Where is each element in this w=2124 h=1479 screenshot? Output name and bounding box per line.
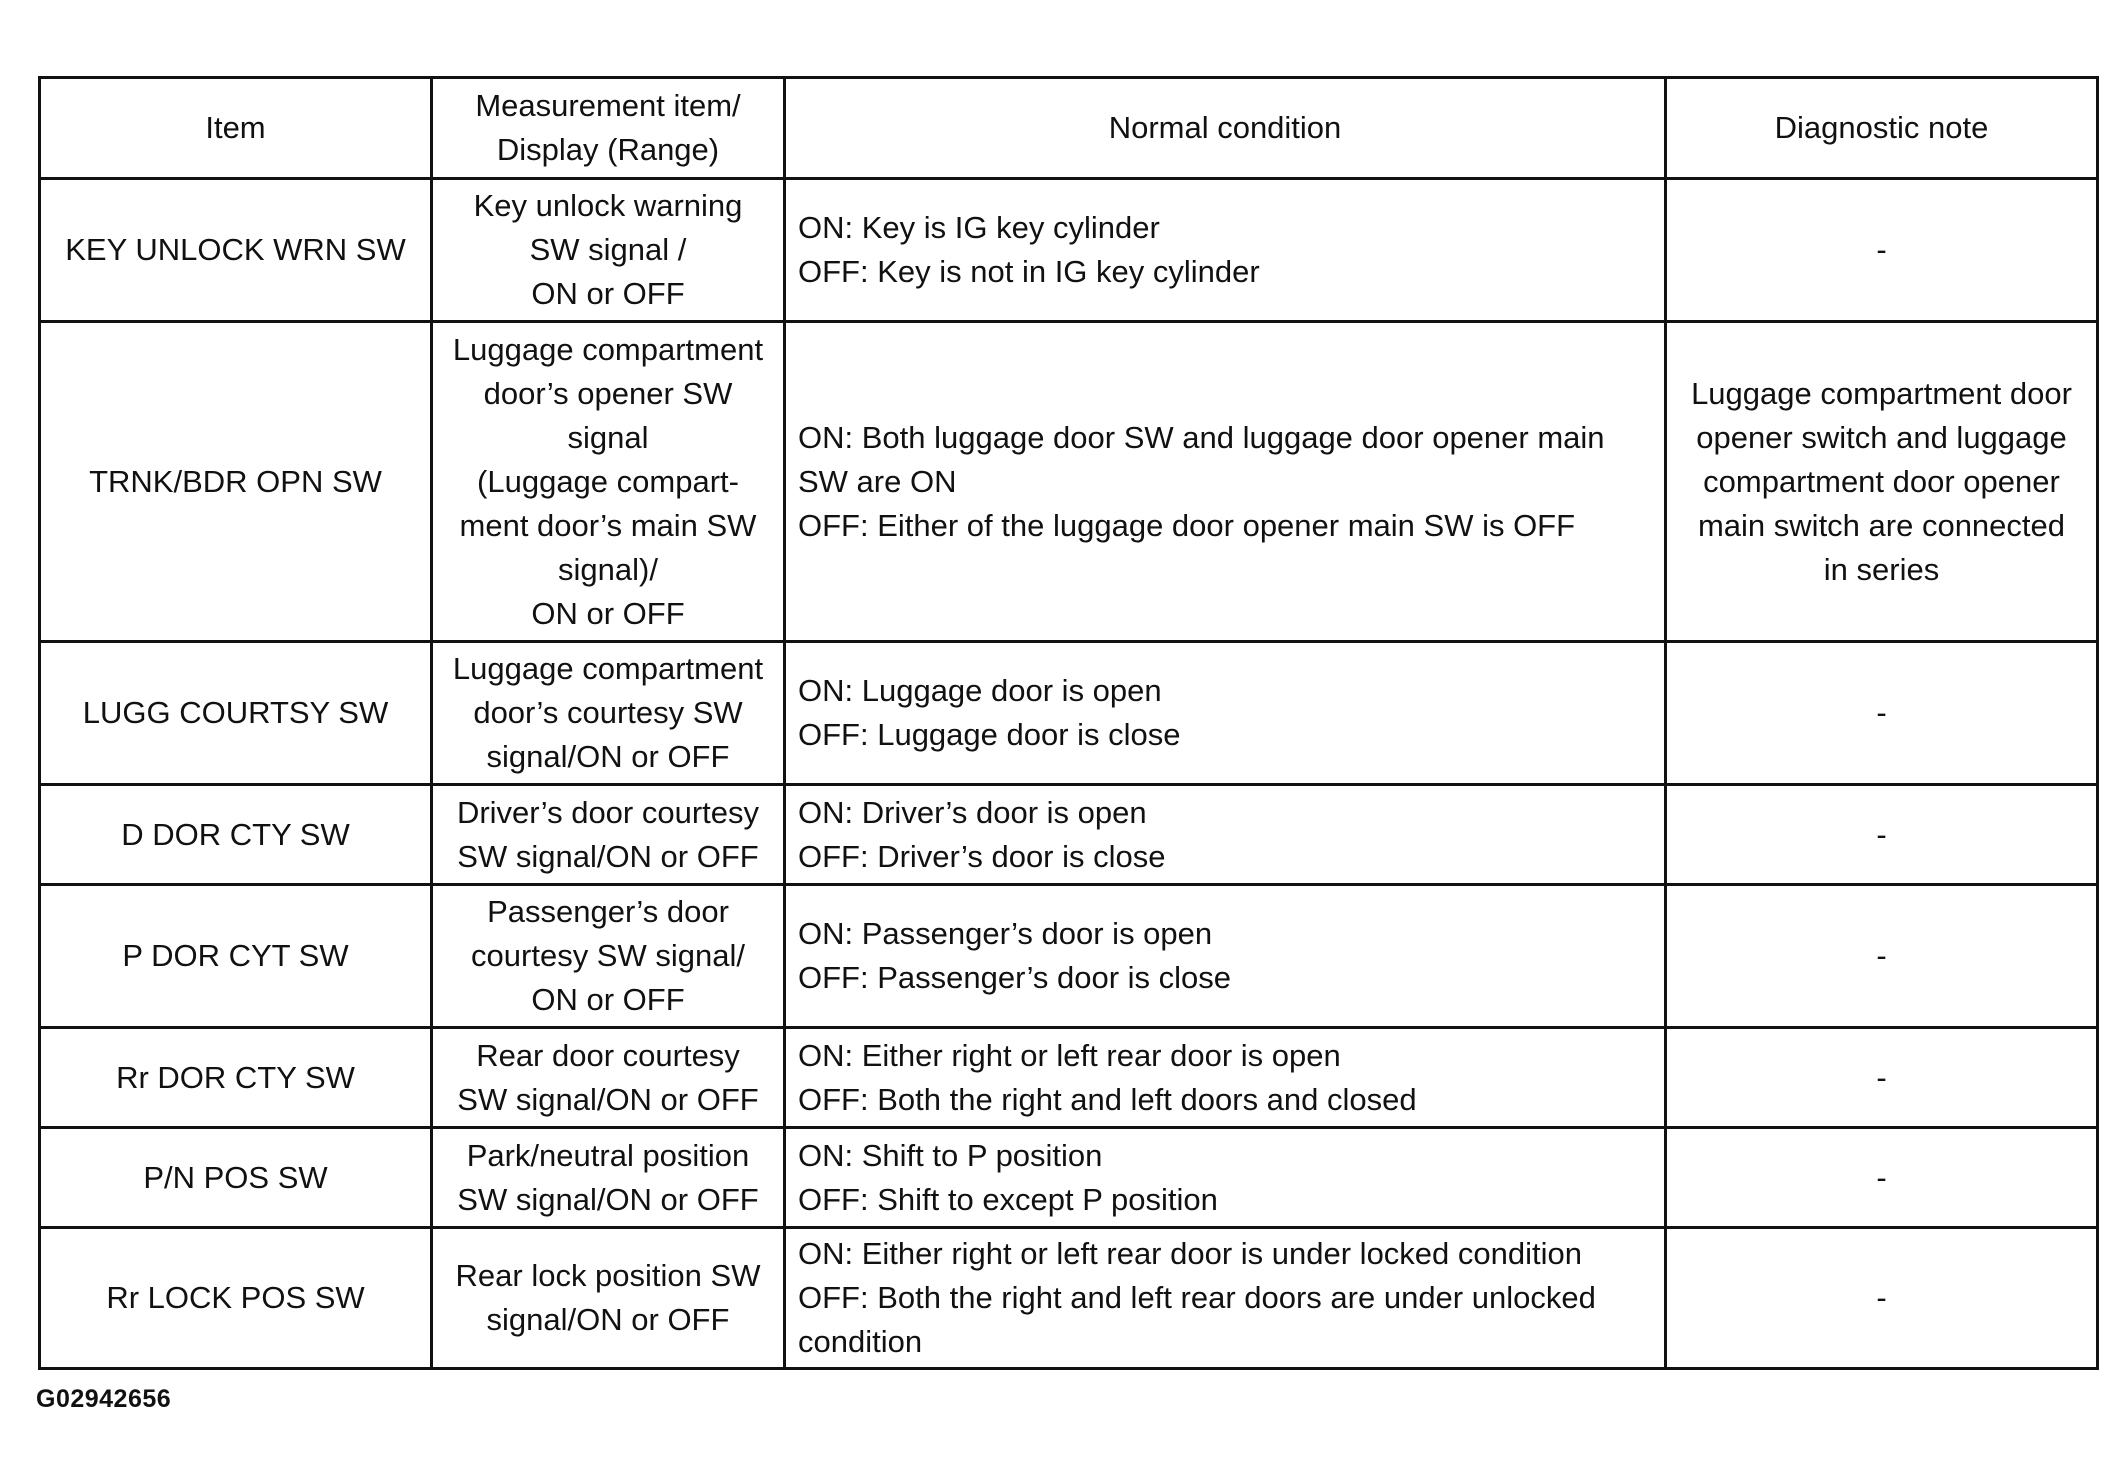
data-monitor-table bbox=[38, 76, 2099, 1370]
header-measurement-line-1: Measurement item/ bbox=[475, 88, 741, 123]
cell-measurement-line: courtesy SW signal/ bbox=[471, 938, 745, 973]
cell-item: Rr LOCK POS SW bbox=[40, 1228, 432, 1369]
cell-normal-condition-line: OFF: Passenger’s door is close bbox=[798, 960, 1232, 995]
table-row bbox=[40, 179, 2098, 322]
cell-diagnostic-note-line: - bbox=[1876, 232, 1887, 267]
cell-measurement-line: Rear lock position SW bbox=[455, 1258, 761, 1293]
cell-normal-condition-line: OFF: Driver’s door is close bbox=[798, 838, 1166, 874]
cell-measurement-line: ON or OFF bbox=[531, 982, 685, 1017]
cell-diagnostic-note bbox=[1666, 642, 2098, 785]
header-diagnostic-note bbox=[1666, 78, 2098, 179]
cell-normal-condition-line: SW are ON bbox=[798, 463, 957, 499]
cell-measurement-line: ment door’s main SW bbox=[459, 507, 757, 543]
header-item-label: Item bbox=[205, 110, 266, 145]
cell-diagnostic-note bbox=[1666, 1128, 2098, 1228]
cell-diagnostic-note bbox=[1666, 322, 2098, 642]
table-row bbox=[40, 642, 2098, 785]
cell-normal-condition bbox=[785, 642, 1666, 785]
header-row bbox=[40, 78, 2098, 179]
cell-measurement bbox=[432, 885, 785, 1028]
header-item bbox=[40, 78, 432, 179]
cell-normal-condition-line: OFF: Both the right and left rear doors are under unlocked bbox=[798, 1280, 1596, 1315]
cell-diagnostic-note bbox=[1666, 885, 2098, 1028]
cell-measurement-line: door’s courtesy SW bbox=[473, 695, 743, 730]
header-measurement-line-2: Display (Range) bbox=[496, 132, 720, 167]
cell-item: Rr DOR CTY SW bbox=[40, 1028, 432, 1128]
cell-normal-condition-line: OFF: Shift to except P position bbox=[798, 1181, 1218, 1217]
cell-measurement-line: ON or OFF bbox=[531, 276, 685, 311]
cell-measurement-line: SW signal/ON or OFF bbox=[457, 1081, 759, 1117]
cell-normal-condition bbox=[785, 1228, 1666, 1369]
cell-normal-condition bbox=[785, 885, 1666, 1028]
cell-diagnostic-note-line: - bbox=[1876, 1059, 1887, 1095]
cell-measurement-line: Driver’s door courtesy bbox=[456, 794, 760, 830]
cell-measurement-line: Luggage compartment bbox=[452, 651, 764, 686]
cell-normal-condition-line: ON: Either right or left rear door is open bbox=[798, 1037, 1341, 1073]
cell-measurement-line: SW signal/ON or OFF bbox=[457, 1181, 759, 1217]
cell-measurement bbox=[432, 642, 785, 785]
cell-diagnostic-note-line: - bbox=[1876, 816, 1887, 852]
table-row bbox=[40, 1028, 2098, 1128]
cell-normal-condition bbox=[785, 322, 1666, 642]
cell-measurement bbox=[432, 179, 785, 322]
cell-measurement bbox=[432, 1028, 785, 1128]
cell-measurement-line: signal bbox=[567, 419, 649, 455]
cell-measurement-line: Luggage compartment bbox=[452, 331, 764, 367]
cell-diagnostic-note-line: compartment door opener bbox=[1703, 463, 2060, 499]
cell-measurement-line: signal)/ bbox=[558, 551, 658, 587]
cell-measurement-line: SW signal / bbox=[529, 232, 687, 267]
cell-item: P/N POS SW bbox=[40, 1128, 432, 1228]
cell-diagnostic-note-line: in series bbox=[1823, 551, 1940, 587]
cell-measurement-line: signal/ON or OFF bbox=[486, 1302, 730, 1337]
cell-diagnostic-note bbox=[1666, 785, 2098, 885]
cell-measurement-line: SW signal/ON or OFF bbox=[457, 838, 759, 874]
cell-measurement-line: Passenger’s door bbox=[487, 894, 729, 929]
cell-diagnostic-note-line: main switch are connected bbox=[1697, 507, 2066, 543]
cell-item: P DOR CYT SW bbox=[40, 885, 432, 1028]
cell-normal-condition-line: OFF: Luggage door is close bbox=[798, 717, 1181, 752]
table-row bbox=[40, 885, 2098, 1028]
cell-item: LUGG COURTSY SW bbox=[40, 642, 432, 785]
cell-normal-condition-line: ON: Shift to P position bbox=[798, 1137, 1103, 1173]
cell-normal-condition-line: ON: Either right or left rear door is under locked condition bbox=[798, 1236, 1582, 1271]
table-row bbox=[40, 785, 2098, 885]
cell-measurement bbox=[432, 785, 785, 885]
cell-normal-condition bbox=[785, 785, 1666, 885]
cell-measurement-line: (Luggage compart- bbox=[477, 463, 739, 499]
cell-diagnostic-note-line: - bbox=[1876, 938, 1887, 973]
cell-item: KEY UNLOCK WRN SW bbox=[40, 179, 432, 322]
cell-item: TRNK/BDR OPN SW bbox=[40, 322, 432, 642]
cell-normal-condition-line: OFF: Both the right and left doors and closed bbox=[798, 1081, 1417, 1117]
cell-diagnostic-note-line: Luggage compartment door bbox=[1691, 375, 2072, 411]
cell-measurement-line: Rear door courtesy bbox=[476, 1037, 740, 1073]
cell-normal-condition-line: ON: Driver’s door is open bbox=[798, 794, 1147, 830]
figure-id: G02942656 bbox=[36, 1385, 172, 1413]
cell-measurement-line: ON or OFF bbox=[531, 595, 685, 631]
header-normal-label: Normal condition bbox=[1108, 110, 1342, 145]
cell-normal-condition-line: OFF: Either of the luggage door opener main SW is OFF bbox=[798, 507, 1576, 543]
cell-diagnostic-note bbox=[1666, 179, 2098, 322]
cell-diagnostic-note bbox=[1666, 1028, 2098, 1128]
cell-measurement-line: Key unlock warning bbox=[473, 188, 743, 223]
cell-item: D DOR CTY SW bbox=[40, 785, 432, 885]
cell-diagnostic-note bbox=[1666, 1228, 2098, 1369]
cell-normal-condition-line: OFF: Key is not in IG key cylinder bbox=[798, 254, 1260, 289]
cell-measurement bbox=[432, 1128, 785, 1228]
cell-normal-condition bbox=[785, 1128, 1666, 1228]
cell-normal-condition bbox=[785, 1028, 1666, 1128]
cell-diagnostic-note-line: - bbox=[1876, 1280, 1887, 1315]
cell-normal-condition-line: ON: Luggage door is open bbox=[798, 673, 1162, 708]
cell-measurement bbox=[432, 322, 785, 642]
cell-measurement bbox=[432, 1228, 785, 1369]
cell-diagnostic-note-line: - bbox=[1876, 695, 1887, 730]
cell-measurement-line: door’s opener SW bbox=[483, 375, 733, 411]
cell-diagnostic-note-line: - bbox=[1876, 1159, 1887, 1195]
cell-normal-condition-line: condition bbox=[798, 1324, 923, 1359]
cell-normal-condition-line: ON: Both luggage door SW and luggage door opener main bbox=[798, 419, 1605, 455]
header-measurement bbox=[432, 78, 785, 179]
cell-diagnostic-note-line: opener switch and luggage bbox=[1696, 419, 2067, 455]
cell-measurement-line: signal/ON or OFF bbox=[486, 739, 730, 774]
cell-measurement-line: Park/neutral position bbox=[466, 1137, 750, 1173]
cell-normal-condition-line: ON: Passenger’s door is open bbox=[798, 916, 1213, 951]
table-row bbox=[40, 1128, 2098, 1228]
table-row bbox=[40, 1228, 2098, 1369]
header-diagnostic-label: Diagnostic note bbox=[1774, 110, 1989, 145]
header-normal-condition bbox=[785, 78, 1666, 179]
cell-normal-condition-line: ON: Key is IG key cylinder bbox=[798, 210, 1160, 245]
table-row bbox=[40, 322, 2098, 642]
cell-normal-condition bbox=[785, 179, 1666, 322]
